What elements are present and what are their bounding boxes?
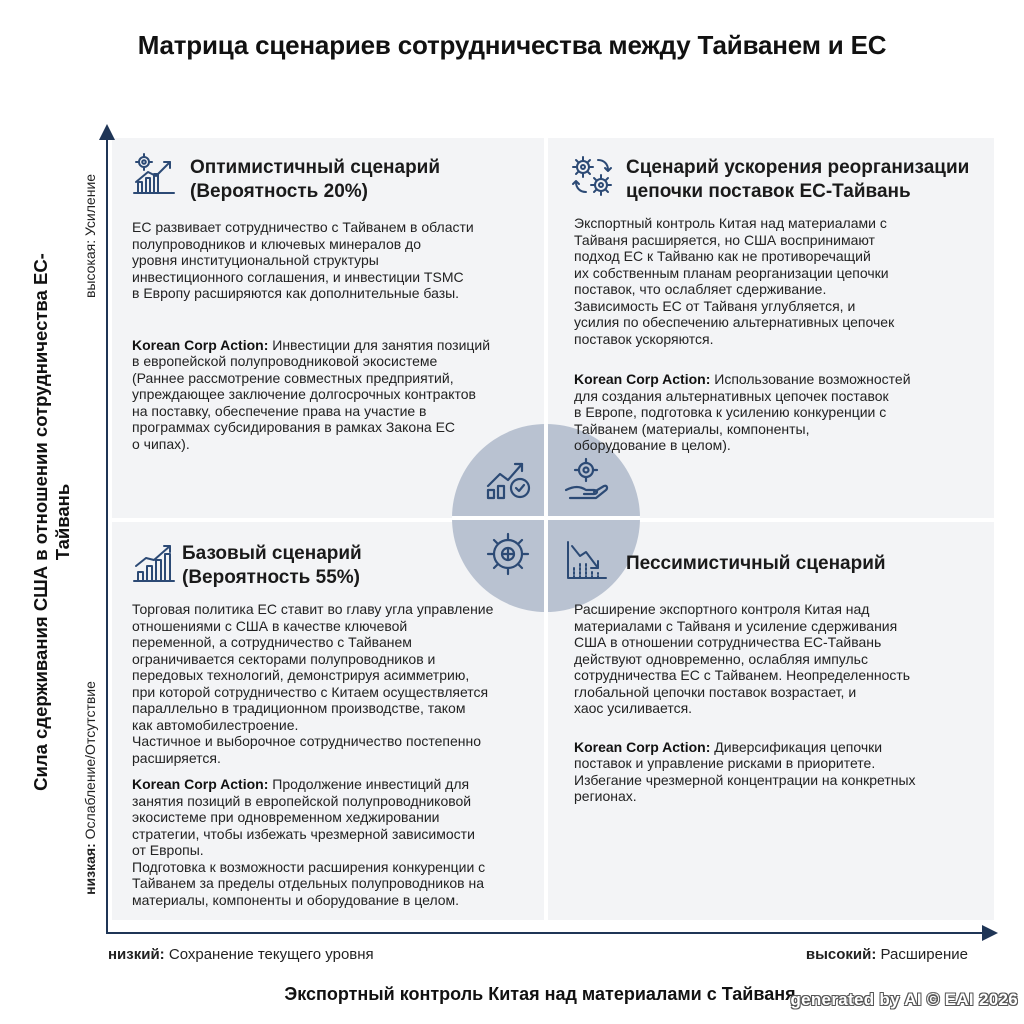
bar-chart-icon	[132, 540, 176, 584]
quadrant-top-right-text: Экспортный контроль Китая над материалами с Тайваня расширяется, но США воспринимают подход ЕС к Тайваню как не противоречащий их собственным планам реорганизации цепочки поставок, что ослабляет сдерживание. Зависимость ЕС от Тайваня углубляется, и усилия по обеспечению альтернативных цепочек поставок ускоряются.	[574, 215, 895, 347]
y-axis-title: Сила сдерживания США в отношении сотрудничества ЕС-Тайвань	[30, 253, 73, 791]
quadrant-bottom-left-text: Торговая политика ЕС ставит во главу угла управление отношениями с США в качестве ключевой переменной, а сотрудничество с Тайванем ограничивается секторами полупроводников и передовых технологий, демонстрируя асимметрию, при которой сотрудничество с Китаем осуществляется параллельно в традиционном производстве, таком как автомобилестроение. Частичное и выборочное сотрудничество постепенно расширяется.	[132, 601, 494, 766]
quadrant-bottom-left-action: Korean Corp Action: Продолжение инвестиций для занятия позиций в европейской полупроводниковой экосистеме при одновременном хеджировании стратегии, чтобы избежать чрезмерной зависимости от Европы. Подготовка к возможности расширения конкуренции с Тайванем за пределы отдельных полупроводников на материалы, компоненты и оборудование в целом.	[132, 776, 486, 908]
y-axis-arrow	[99, 124, 115, 140]
quadrant-top-right-body	[574, 215, 984, 470]
watermark: generated by AI © EAI 2026	[790, 990, 1018, 1009]
x-axis-arrow	[982, 925, 998, 941]
x-axis-line	[106, 932, 986, 934]
y-axis-low-label: низкая: Ослабление/Отсутствие	[82, 681, 98, 895]
quadrant-top-left-body	[132, 219, 536, 468]
y-axis-line	[106, 138, 108, 934]
quadrant-top-right-action: Korean Corp Action: Использование возможностей для создания альтернативных цепочек поставок в Европе, подготовка к усилению конкуренции с Тайванем (материалы, компоненты, оборудование в целом).	[574, 371, 911, 453]
quadrant-bottom-right-text: Расширение экспортного контроля Китая над материалами с Тайваня и усиление сдерживания США в отношении сотрудничества ЕС-Тайвань действуют одновременно, ослабляя импульс сотрудничества ЕС с Тайванем. Неопределенность глобальной цепочки поставок возрастает, и хаос усиливается.	[574, 601, 911, 716]
quadrant-top-left-title: Оптимистичный сценарий (Вероятность 20%)	[190, 157, 441, 202]
x-axis-high-label: высокий: Расширение	[805, 946, 968, 963]
quadrant-top-left-action: Korean Corp Action: Инвестиции для занятия позиций в европейской полупроводниковой экосистеме (Раннее рассмотрение совместных предприятий, упреждающее заключение долгосрочных контрактов на поставку, обеспечение права на участие в программах субсидирования в рамках Закона ЕС о чипах).	[132, 336, 491, 452]
gears-cycle-icon	[570, 154, 614, 198]
declining-chart-icon	[564, 538, 608, 582]
page-title: Матрица сценариев сотрудничества между Тайванем и ЕС	[137, 30, 887, 60]
quadrant-top-right-title: Сценарий ускорения реорганизации цепочки поставок ЕС-Тайвань	[626, 157, 970, 202]
quadrant-bottom-right-title: Пессимистичный сценарий	[626, 553, 886, 574]
quadrant-bottom-right-body	[574, 601, 984, 821]
x-axis-title: Экспортный контроль Китая над материалами с Тайваня	[284, 984, 796, 1004]
y-axis-high-label: высокая: Усиление	[82, 173, 98, 299]
quadrant-bottom-left-body	[132, 601, 536, 924]
growth-chart-icon	[132, 152, 176, 196]
x-axis-low-label: низкий: Сохранение текущего уровня	[108, 946, 374, 963]
quadrant-bottom-left-title: Базовый сценарий (Вероятность 55%)	[182, 543, 362, 588]
quadrant-bottom-right-action: Korean Corp Action: Диверсификация цепочки поставок и управление рисками в приоритете. Избегание чрезмерной концентрации на конкретных регионах.	[574, 738, 916, 804]
quadrant-top-left-text: ЕС развивает сотрудничество с Тайванем в области полупроводников и ключевых минералов до уровня институциональной структуры инвестиционного соглашения, и инвестиции TSMC в Европу расширяются как дополнительные базы.	[132, 219, 474, 301]
